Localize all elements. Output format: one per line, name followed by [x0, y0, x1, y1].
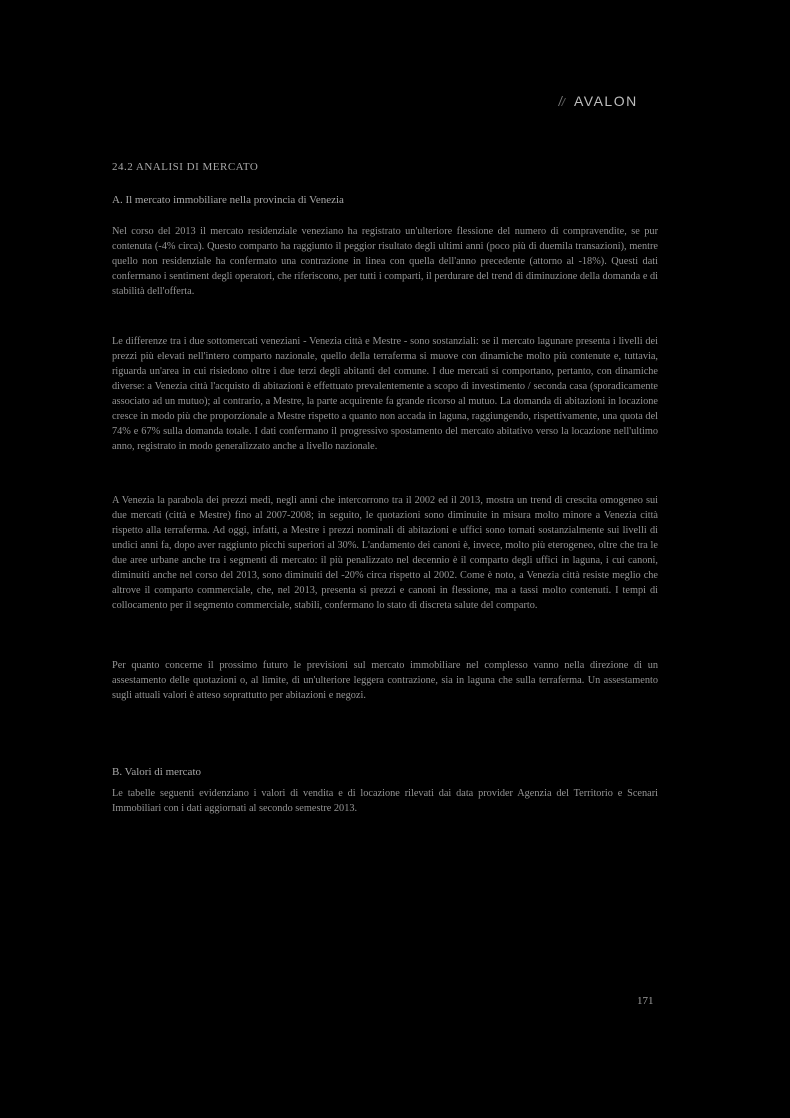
paragraph-a1: Nel corso del 2013 il mercato residenziale veneziano ha registrato un'ulteriore flessione del numero di compravendite, se pur contenuta (-4% circa). Questo comparto ha raggiunto il peggior risultato degli ultimi anni (poco più di duemila transazioni), mentre quello non residenziale ha confermato una contrazione in linea con quella dell'anno precedente (attorno al -18%). Questi dati confermano i sentiment degli operatori, che riferiscono, per tutti i comparti, il perdurare del trend di diminuzione della domanda e di stabilità dell'offerta.	[112, 226, 658, 297]
paragraph-a4: Per quanto concerne il prossimo futuro le previsioni sul mercato immobiliare nel complesso vanno nella direzione di un assestamento delle quotazioni o, al limite, di un'ulteriore leggera contrazione, sia in laguna che sulla terraferma. Un assestamento sugli attuali valori è atteso soprattutto per abitazioni e negozi.	[112, 660, 658, 701]
page-number: 171	[637, 995, 654, 1007]
logo-text: AVALON	[574, 93, 638, 109]
paragraph-b1: Le tabelle seguenti evidenziano i valori di vendita e di locazione rilevati dai data provider Agenzia del Territorio e Scenari Immobiliari con i dati aggiornati al secondo semestre 2013.	[112, 788, 658, 814]
paragraph-a3: A Venezia la parabola dei prezzi medi, negli anni che intercorrono tra il 2002 ed il 2013, mostra un trend di crescita omogeneo sui due mercati (città e Mestre) fino al 2007-2008; in seguito, le quotazioni sono diminuite in misura molto minore a Venezia città rispetto alla terraferma. Ad oggi, infatti, a Mestre i prezzi nominali di abitazioni e uffici sono tornati sostanzialmente sui livelli di undici anni fa, dopo aver raggiunto picchi superiori al 30%. L'andamento dei canoni è, invece, molto più eterogeneo, oltre che tra le due aree urbane anche tra i segmenti di mercato: il più penalizzato nel decennio è il comparto degli uffici in laguna, i cui canoni, diminuiti anche nel corso del 2013, sono diminuiti del -20% circa rispetto al 2002. Come è noto, a Venezia città resiste meglio che altrove il comparto commerciale, che, nel 2013, presenta sì prezzi e canoni in flessione, ma a tassi molto contenuti. I tempi di collocamento per il segmento commerciale, stabili, confermano lo stato di discreta salute del comparto.	[112, 495, 658, 611]
subsection-b-title: B. Valori di mercato	[112, 766, 201, 778]
paragraph-a2: Le differenze tra i due sottomercati veneziani - Venezia città e Mestre - sono sostanziali: se il mercato lagunare presenta i livelli dei prezzi più elevati nell'intero comparto nazionale, quello della terraferma si muove con dinamiche molto più contenute e, tuttavia, riguarda un'area in cui risiedono oltre i due terzi degli abitanti del comune. I due mercati si comportano, pertanto, con dinamiche diverse: a Venezia città l'acquisto di abitazioni è effettuato prevalentemente a scopo di investimento / seconda casa (sporadicamente associato ad un mutuo); al contrario, a Mestre, la parte acquirente fa grande ricorso al mutuo. La domanda di abitazioni in locazione cresce in modo più che proporzionale a Mestre rispetto a quanto non accada in laguna, raggiungendo, rispettivamente, una quota del 74% e 67% sulla domanda totale. I dati confermano il progressivo spostamento del mercato abitativo verso la locazione nell'ultimo anno, registrato in modo generalizzato anche a livello nazionale.	[112, 336, 658, 452]
header-logo	[556, 93, 638, 109]
subsection-a-title: A. Il mercato immobiliare nella provincia di Venezia	[112, 194, 344, 206]
section-title: 24.2 ANALISI DI MERCATO	[112, 161, 259, 173]
avalon-logo-icon	[556, 94, 570, 108]
